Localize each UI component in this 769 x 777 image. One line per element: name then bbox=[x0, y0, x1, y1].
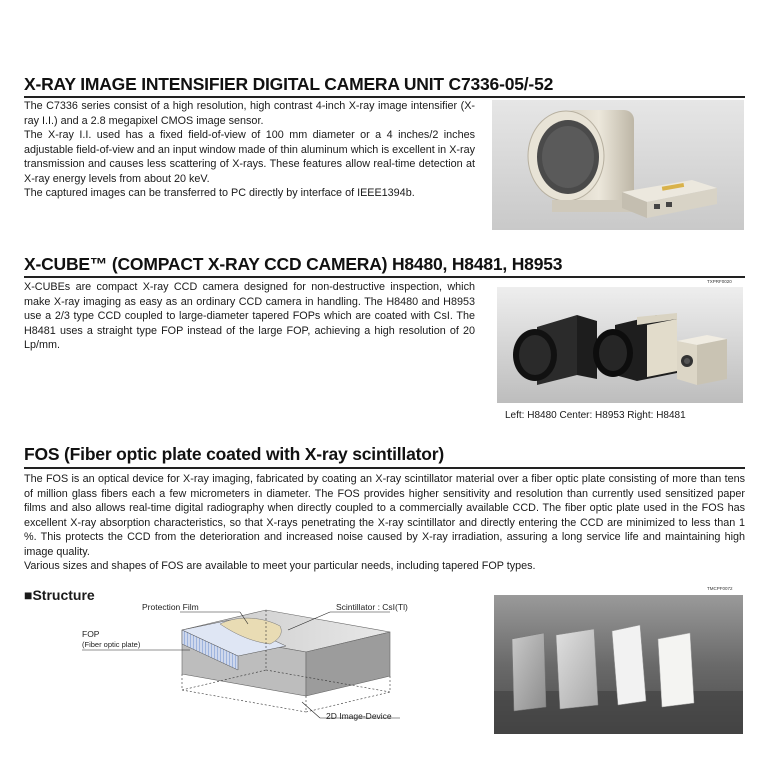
structure-heading: ■Structure bbox=[24, 587, 95, 603]
protection-film-label: Protection Film bbox=[142, 602, 199, 612]
paragraph: Various sizes and shapes of FOS are available to meet your particular needs, including tapered FOP types. bbox=[24, 560, 536, 572]
section-title-fos: FOS (Fiber optic plate coated with X-ray scintillator) bbox=[24, 444, 444, 464]
section-rule bbox=[24, 276, 745, 278]
paragraph: The FOS is an optical device for X-ray imaging, fabricated by coating an X-ray scintillator material over a fiber optic plate consisting of more than tens of million glass fibers each a few micrometers in diameter. The FOS provides higher sensitivity and resolution than currently used sensitized paper films and also allows real-time digital radiography when directly coupled to a commercially available CCD. The fiber optic plate used in the FOS has excellent X-ray absorption characteristics, so that X-rays penetrating the X-ray scintillator and directly entering the CCD are minimized to less than 1 %. This protects the CCD from the deterioration and increased noise caused by X-ray irradiation, assuring a long service life and maintaining high image quality. bbox=[24, 473, 745, 558]
c7336-description bbox=[24, 99, 475, 201]
xcube-cameras-photo bbox=[497, 287, 743, 403]
xcube-description bbox=[24, 280, 475, 353]
c7336-camera-photo bbox=[492, 100, 744, 230]
paragraph: X-CUBEs are compact X-ray CCD camera designed for non-destructive inspection, which make X-ray imaging as easy as an ordinary CCD camera in handling. The H8480 and H8953 use a 2/3 type CCD coupled to large-diameter tapered FOPs which are coated with CsI. The H8481 uses a straight type FOP instead of the large FOP, achieving a high resolution of 20 Lp/mm. bbox=[24, 281, 475, 351]
section-rule bbox=[24, 467, 745, 469]
paragraph: The captured images can be transferred to PC directly by interface of IEEE1394b. bbox=[24, 187, 415, 199]
scintillator-label: Scintillator : CsI(Tl) bbox=[336, 602, 408, 612]
xcube-photo-caption: Left: H8480 Center: H8953 Right: H8481 bbox=[505, 410, 686, 421]
section-rule bbox=[24, 96, 745, 98]
paragraph: The C7336 series consist of a high resolution, high contrast 4-inch X-ray image intensifier (X-ray I.I.) and a 2.8 megapixel CMOS image sensor. bbox=[24, 100, 475, 127]
photo-code: TXPRF0020 bbox=[707, 279, 732, 284]
section-title-xcube: X-CUBE™ (COMPACT X-RAY CCD CAMERA) H8480, H8481, H8953 bbox=[24, 254, 563, 274]
fos-plates-photo bbox=[494, 595, 743, 734]
photo-code: TMCPF0072 bbox=[707, 586, 733, 591]
section-title-c7336: X-RAY IMAGE INTENSIFIER DIGITAL CAMERA UNIT C7336-05/-52 bbox=[24, 74, 554, 94]
paragraph: The X-ray I.I. used has a fixed field-of-view of 100 mm diameter or a 4 inches/2 inches adjustable field-of-view and an input window made of thin aluminum which is excellent in X-ray transmission and causes less scattering of X-rays. These features allow real-time detection at X-ray energy levels from about 20 keV. bbox=[24, 129, 475, 185]
fos-description bbox=[24, 472, 745, 574]
fop-label: FOP bbox=[82, 629, 100, 639]
fop-sub-label: (Fiber optic plate) bbox=[82, 640, 141, 649]
fos-structure-diagram bbox=[70, 600, 470, 730]
device-label: 2D Image-Device bbox=[326, 711, 392, 721]
